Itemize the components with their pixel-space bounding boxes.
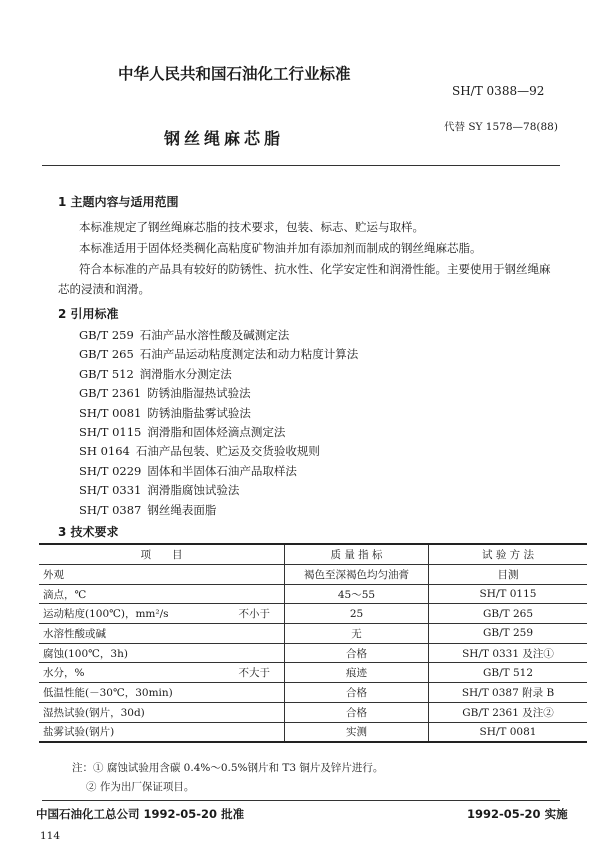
cell-indicator: 无 — [285, 624, 429, 644]
cell-method: GB/T 259 — [429, 624, 588, 644]
reference-title: 钢丝绳表面脂 — [147, 502, 217, 517]
reference-item — [79, 481, 358, 500]
cell-indicator: 25 — [285, 604, 429, 624]
reference-title: 石油产品包装、贮运及交货验收规则 — [135, 444, 320, 459]
section-2-heading: 2 引用标准 — [58, 307, 119, 321]
reference-code: SH/T 0387 — [79, 502, 142, 517]
cell-method: SH/T 0081 — [429, 722, 588, 742]
reference-title: 防锈油脂盐雾试验法 — [147, 405, 251, 420]
reference-item — [79, 404, 358, 423]
table-row — [39, 584, 587, 604]
table-row — [39, 565, 587, 585]
section-1-heading: 1 主题内容与适用范围 — [58, 195, 179, 209]
table-row — [39, 624, 587, 644]
reference-code: GB/T 259 — [79, 328, 134, 342]
standard-code: SH/T 0388—92 — [452, 84, 545, 98]
reference-title: 润滑脂水分测定法 — [139, 366, 232, 381]
section-1-paragraph-1: 本标准规定了钢丝绳麻芯脂的技术要求，包装、标志、贮运与取样。 — [79, 220, 424, 234]
cell-item — [39, 643, 285, 663]
reference-code: SH/T 0115 — [79, 424, 142, 439]
table-row — [39, 604, 587, 624]
reference-code: GB/T 2361 — [79, 386, 142, 401]
technical-requirements-table — [39, 543, 587, 743]
table-row — [39, 702, 587, 722]
reference-title: 润滑脂和固体烃滴点测定法 — [147, 424, 286, 439]
cell-method: SH/T 0331 及注① — [429, 643, 588, 663]
cell-method: 目测 — [429, 565, 588, 585]
reference-code: GB/T 265 — [79, 347, 134, 362]
reference-code: SH 0164 — [79, 444, 130, 459]
header-method: 试 验 方 法 — [429, 544, 588, 565]
item-name: 腐蚀(100℃，3h) — [43, 647, 128, 660]
cell-indicator: 45～55 — [285, 584, 429, 604]
cell-item — [39, 604, 285, 624]
reference-item — [79, 442, 358, 461]
reference-item — [79, 501, 358, 520]
item-qualifier — [270, 567, 280, 582]
item-qualifier — [270, 626, 280, 641]
item-name: 湿热试验(钢片，30d) — [43, 706, 145, 719]
reference-item — [79, 423, 358, 442]
reference-title: 石油产品水溶性酸及碱测定法 — [139, 328, 290, 342]
item-name: 运动粘度(100℃)，mm²/s — [43, 608, 169, 621]
header-item: 项 目 — [39, 544, 285, 565]
cell-indicator: 合格 — [285, 683, 429, 703]
table-row — [39, 663, 587, 683]
cell-item — [39, 702, 285, 722]
item-qualifier — [270, 705, 280, 720]
cell-indicator: 合格 — [285, 643, 429, 663]
issuing-organization: 中华人民共和国石油化工行业标准 — [118, 65, 351, 83]
table-note-1: 注：① 腐蚀试验用含碳 0.4%～0.5%钢片和 T3 铜片及锌片进行。 — [72, 762, 384, 774]
item-qualifier — [270, 587, 280, 602]
item-qualifier: 不小于 — [238, 608, 270, 621]
item-name: 水分，% — [43, 667, 85, 680]
cell-method: GB/T 265 — [429, 604, 588, 624]
cell-item — [39, 683, 285, 703]
cell-item — [39, 722, 285, 742]
reference-item — [79, 365, 358, 384]
reference-title: 固体和半固体石油产品取样法 — [147, 463, 297, 478]
header-indicator: 质 量 指 标 — [285, 544, 429, 565]
table-row — [39, 643, 587, 663]
cell-item — [39, 624, 285, 644]
section-1-paragraph-3: 符合本标准的产品具有较好的防锈性、抗水性、化学安定性和润滑性能。主要使用于钢丝绳麻 — [79, 262, 551, 276]
header-rule — [42, 165, 560, 166]
implementation-date: 1992-05-20 实施 — [467, 807, 568, 821]
section-1-paragraph-2: 本标准适用于固体烃类稠化高粘度矿物油并加有添加剂而制成的钢丝绳麻芯脂。 — [79, 241, 482, 255]
cell-indicator: 褐色至深褐色均匀油膏 — [285, 565, 429, 585]
item-name: 盐雾试验(钢片) — [43, 726, 115, 739]
document-title: 钢丝绳麻芯脂 — [164, 129, 285, 148]
reference-item — [79, 462, 358, 481]
cell-item — [39, 565, 285, 585]
item-qualifier — [270, 685, 280, 700]
reference-item — [79, 345, 358, 364]
cell-indicator: 合格 — [285, 702, 429, 722]
cell-method: GB/T 2361 及注② — [429, 702, 588, 722]
table-row — [39, 683, 587, 703]
cell-method: GB/T 512 — [429, 663, 588, 683]
cell-method: SH/T 0115 — [429, 584, 588, 604]
item-qualifier — [270, 646, 280, 661]
reference-title: 防锈油脂湿热试验法 — [147, 386, 251, 401]
item-qualifier — [270, 724, 280, 739]
item-qualifier: 不大于 — [238, 667, 270, 680]
reference-code: SH/T 0229 — [79, 463, 142, 478]
cell-item — [39, 663, 285, 683]
replaces-standard: 代替 SY 1578—78(88) — [444, 121, 558, 133]
reference-title: 石油产品运动粘度测定法和动力粘度计算法 — [139, 347, 359, 362]
page-number: 114 — [40, 830, 61, 842]
table-header-row — [39, 544, 587, 565]
reference-code: SH/T 0081 — [79, 405, 142, 420]
reference-item — [79, 384, 358, 403]
cell-method: SH/T 0387 附录 B — [429, 683, 588, 703]
reference-code: SH/T 0331 — [79, 483, 142, 498]
section-1-paragraph-3-cont: 芯的浸渍和润滑。 — [58, 282, 150, 296]
approval-statement: 中国石油化工总公司 1992-05-20 批准 — [36, 807, 245, 821]
reference-item — [79, 326, 358, 345]
cell-item — [39, 584, 285, 604]
section-3-heading: 3 技术要求 — [58, 525, 119, 539]
reference-list — [79, 326, 358, 520]
item-name: 水溶性酸或碱 — [43, 627, 106, 640]
table-note-2: ② 作为出厂保证项目。 — [86, 781, 195, 793]
item-name: 低温性能(－30℃，30min) — [43, 686, 173, 699]
reference-title: 润滑脂腐蚀试验法 — [147, 483, 240, 498]
table-row — [39, 722, 587, 742]
cell-indicator: 痕迹 — [285, 663, 429, 683]
reference-code: GB/T 512 — [79, 366, 134, 381]
cell-indicator: 实测 — [285, 722, 429, 742]
item-name: 外观 — [43, 568, 64, 581]
item-name: 滴点，℃ — [43, 588, 87, 601]
footer-rule — [42, 800, 560, 801]
